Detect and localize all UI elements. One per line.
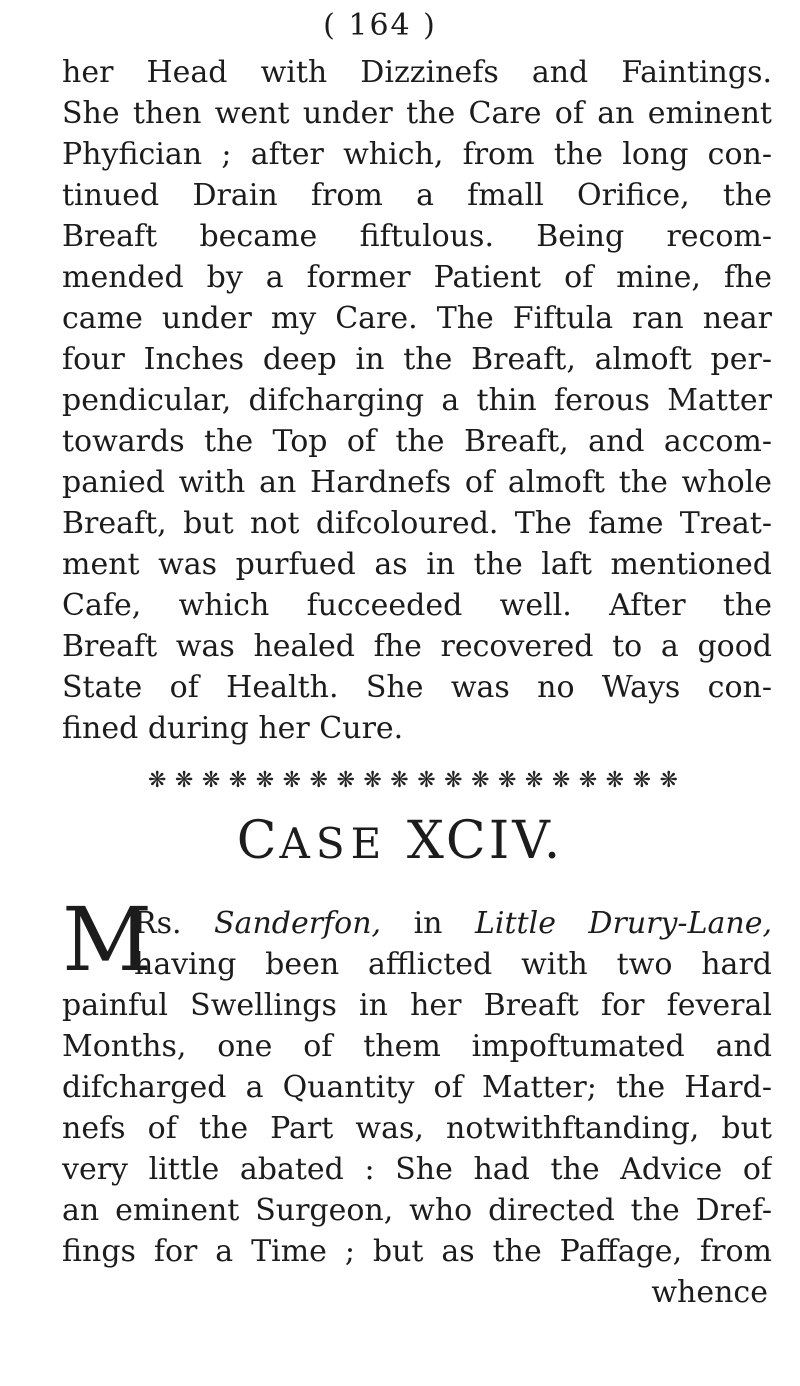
text-line: having been afflicted with two hard xyxy=(134,947,772,982)
patient-address: Little Drury-Lane, xyxy=(474,906,772,941)
text-line: Months, one of them impoftumated and xyxy=(62,1029,772,1064)
ornament-glyph: ❋ xyxy=(309,768,328,793)
text-line: Cafe, which fucceeded well. After the xyxy=(62,588,772,623)
text-fragment: Rs. xyxy=(134,906,214,941)
text-line: came under my Care. The Fiftula ran near xyxy=(62,301,772,336)
ornament-glyph: ❋ xyxy=(444,768,463,793)
patient-name: Sanderfon, xyxy=(214,906,382,941)
ornament-glyph: ❋ xyxy=(632,768,652,793)
ornament-glyph: ❋ xyxy=(363,768,382,793)
ornament-glyph: ❋ xyxy=(551,768,571,793)
text-line: very little abated : She had the Advice of xyxy=(62,1152,772,1187)
text-line: Phyfician ; after which, from the long con- xyxy=(62,137,772,172)
text-line: She then went under the Care of an eminent xyxy=(62,96,772,131)
ornament-glyph: ❋ xyxy=(497,768,517,793)
ornament-glyph: ❋ xyxy=(605,768,625,793)
text-line: State of Health. She was no Ways con- xyxy=(62,670,772,705)
ornament-glyph: ❋ xyxy=(255,768,275,793)
text-line: her Head with Dizzinefs and Faintings. xyxy=(62,55,772,90)
ornament-glyph: ❋ xyxy=(336,768,355,793)
page-number: ( 164 ) xyxy=(323,8,437,43)
case-heading-initial: C xyxy=(236,811,280,871)
ornament-glyph: ❋ xyxy=(174,768,194,793)
case-heading xyxy=(0,808,800,877)
ornament-glyph: ❋ xyxy=(524,768,544,793)
ornament-glyph: ❋ xyxy=(228,768,248,793)
text-line: Breaft became fiftulous. Being recom- xyxy=(62,219,772,254)
text-line: ment was purfued as in the laft mentioned xyxy=(62,547,772,582)
paragraph-continued xyxy=(62,52,772,749)
text-line: panied with an Hardnefs of almoft the whole xyxy=(62,465,772,500)
case-heading-number: XCIV. xyxy=(406,811,564,871)
catchword: whence xyxy=(651,1275,768,1310)
case-body xyxy=(62,985,772,1313)
drop-cap: M xyxy=(62,888,153,991)
text-line: nefs of the Part was, notwithftanding, but xyxy=(62,1111,772,1146)
text-line: tinued Drain from a fmall Orifice, the xyxy=(62,178,772,213)
text-line: Breaft, but not difcoloured. The fame Treat- xyxy=(62,506,772,541)
text-fragment: in xyxy=(381,906,475,941)
ornament-glyph: ❋ xyxy=(282,768,302,793)
ornament-rule xyxy=(148,768,678,794)
text-line: towards the Top of the Breaft, and accom- xyxy=(62,424,772,459)
text-line: fined during her Cure. xyxy=(62,711,404,746)
ornament-glyph: ❋ xyxy=(148,768,167,793)
text-line: painful Swellings in her Breaft for feveral xyxy=(62,988,772,1023)
text-line xyxy=(134,903,772,944)
ornament-glyph: ❋ xyxy=(201,768,221,793)
text-line: four Inches deep in the Breaft, almoft per- xyxy=(62,342,772,377)
text-line: an eminent Surgeon, who directed the Dref- xyxy=(62,1193,772,1228)
text-line: pendicular, difcharging a thin ferous Matter xyxy=(62,383,772,418)
case-opening-lines xyxy=(134,903,772,985)
ornament-glyph: ❋ xyxy=(578,768,598,793)
text-line: fings for a Time ; but as the Paffage, from xyxy=(62,1234,772,1269)
text-line: Breaft was healed fhe recovered to a good xyxy=(62,629,772,664)
ornament-glyph: ❋ xyxy=(417,768,436,793)
text-line: difcharged a Quantity of Matter; the Hard- xyxy=(62,1070,772,1105)
ornament-glyph: ❋ xyxy=(659,768,678,793)
case-heading-word: ASE xyxy=(279,819,388,868)
ornament-glyph: ❋ xyxy=(390,768,409,793)
text-line: mended by a former Patient of mine, fhe xyxy=(62,260,772,295)
ornament-glyph: ❋ xyxy=(471,768,490,793)
